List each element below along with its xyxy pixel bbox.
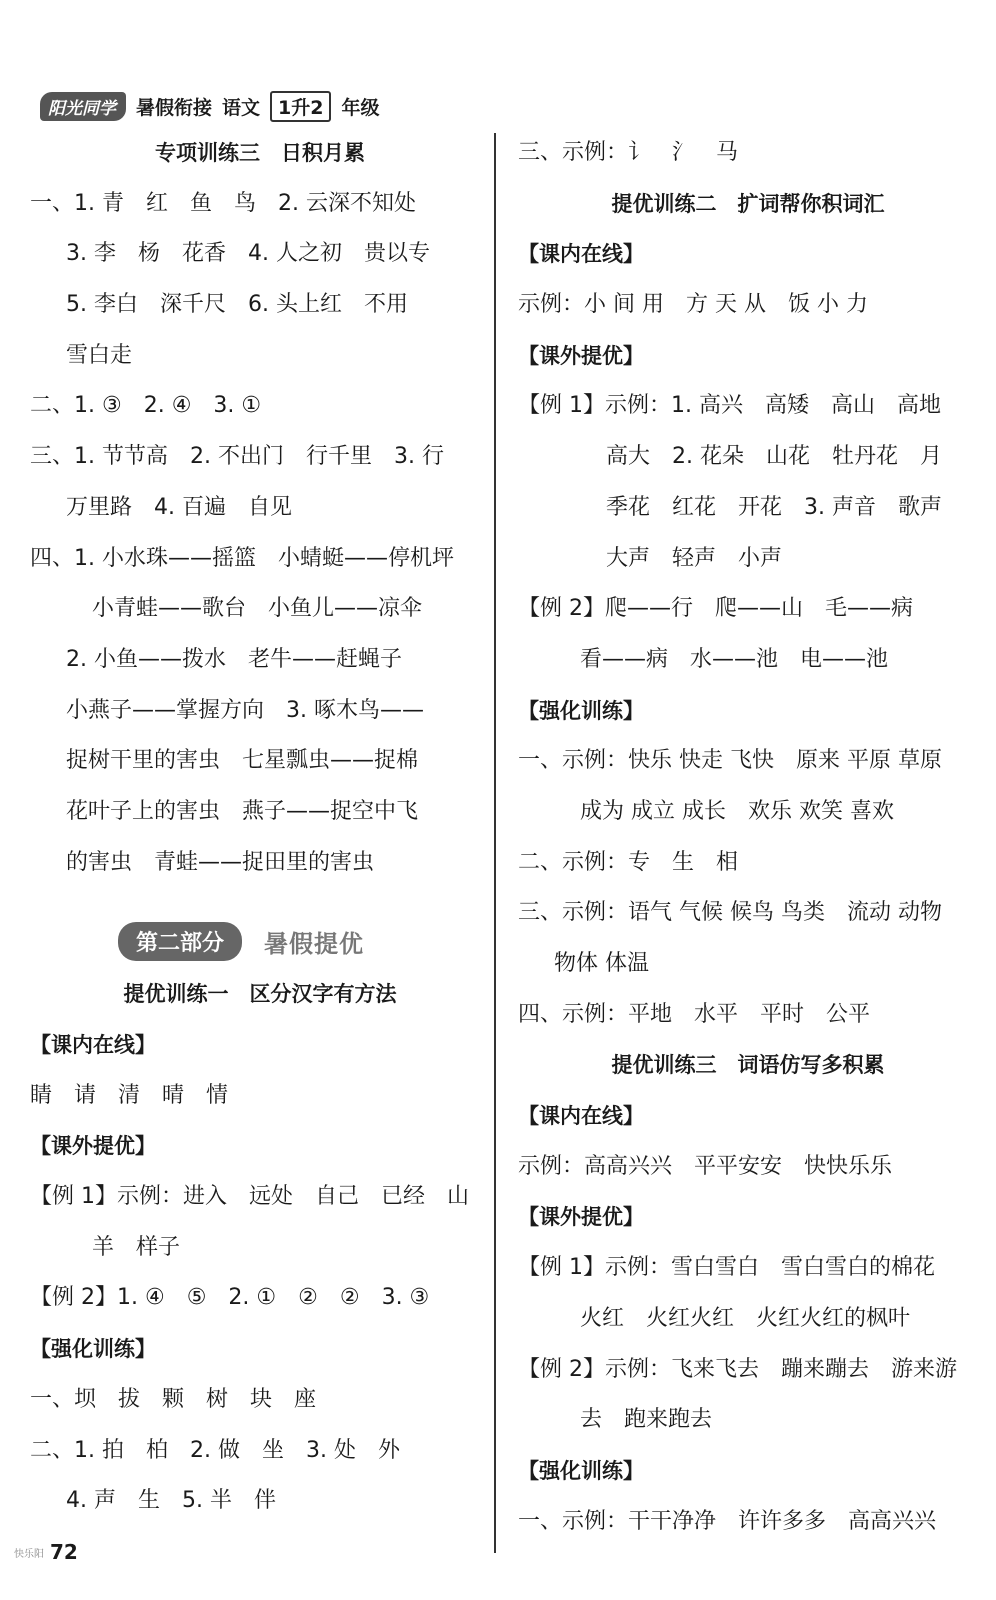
answer-line: 物体 体温 bbox=[554, 951, 649, 976]
answer-line: 一、示例：快乐 快走 飞快 原来 平原 草原 bbox=[518, 748, 942, 774]
subsection-heading: 【强化训练】 bbox=[518, 698, 644, 723]
answer-line: 5. 李白 深千尺 6. 头上红 不用 bbox=[66, 292, 408, 318]
answer-line: 四、1. 小水珠——摇篮 小蜻蜓——停机坪 bbox=[30, 545, 454, 571]
answer-line: 看——病 水——池 电——池 bbox=[580, 646, 889, 672]
answer-line: 睛 请 清 晴 情 bbox=[30, 1082, 229, 1108]
subsection-heading: 【课外提优】 bbox=[30, 1134, 156, 1159]
answer-line: 的害虫 青蛙——捉田里的害虫 bbox=[66, 849, 375, 875]
section-title: 提优训练一 区分汉字有方法 bbox=[123, 982, 397, 1007]
subsection-heading: 【课内在线】 bbox=[30, 1033, 156, 1057]
answer-line: 【例 1】示例：进入 远处 自己 已经 山 bbox=[30, 1184, 469, 1210]
section-title: 提优训练三 词语仿写多积累 bbox=[611, 1053, 885, 1078]
answer-line: 三、示例：讠 氵 马 bbox=[518, 140, 739, 165]
grade-suffix: 年级 bbox=[341, 96, 380, 119]
answer-line: 四、示例：平地 水平 平时 公平 bbox=[518, 1001, 871, 1027]
answer-line: 花叶子上的害虫 燕子——捉空中飞 bbox=[66, 798, 419, 824]
answer-line: 羊 样子 bbox=[92, 1234, 181, 1260]
section-title: 提优训练二 扩词帮你积词汇 bbox=[611, 191, 885, 216]
subject-label: 语文 bbox=[222, 96, 261, 119]
answer-line: 一、示例：干干净净 许许多多 高高兴兴 bbox=[518, 1508, 937, 1534]
grade-badge: 1升2 bbox=[270, 91, 331, 122]
answer-line: 示例：小 间 用 方 天 从 饭 小 力 bbox=[518, 292, 868, 318]
answer-line: 二、1. 拍 柏 2. 做 坐 3. 处 外 bbox=[30, 1437, 400, 1463]
answer-line: 火红 火红火红 火红火红的枫叶 bbox=[580, 1305, 911, 1331]
subsection-heading: 【课外提优】 bbox=[518, 1205, 644, 1230]
answer-line: 【例 1】示例：1. 高兴 高矮 高山 高地 bbox=[518, 393, 941, 419]
answer-line: 雪白走 bbox=[66, 342, 133, 368]
part-subtitle: 暑假提优 bbox=[264, 929, 365, 958]
series-title: 暑假衔接 bbox=[136, 96, 213, 119]
subsection-heading: 【课外提优】 bbox=[518, 343, 644, 368]
section-title: 专项训练三 日积月累 bbox=[155, 141, 365, 165]
answer-line: 三、示例：语气 气候 候鸟 鸟类 流动 动物 bbox=[518, 900, 942, 926]
answer-line: 二、1. ③ 2. ④ 3. ① bbox=[30, 393, 262, 419]
subsection-heading: 【课内在线】 bbox=[518, 242, 644, 267]
answer-line: 一、1. 青 红 鱼 鸟 2. 云深不知处 bbox=[30, 190, 416, 216]
answer-line: 2. 小鱼——拨水 老牛——赶蝇子 bbox=[66, 646, 402, 672]
page-header bbox=[40, 86, 380, 126]
answer-line: 3. 李 杨 花香 4. 人之初 贵以专 bbox=[66, 241, 430, 267]
left-column bbox=[30, 128, 490, 1527]
part-banner bbox=[30, 913, 490, 969]
answer-line: 三、1. 节节高 2. 不出门 行千里 3. 行 bbox=[30, 444, 444, 470]
answer-line: 一、坝 拔 颗 树 块 座 bbox=[30, 1386, 317, 1412]
answer-line: 高大 2. 花朵 山花 牡丹花 月 bbox=[606, 444, 942, 470]
answer-line: 【例 1】示例：雪白雪白 雪白雪白的棉花 bbox=[518, 1255, 935, 1281]
answer-line: 小燕子——掌握方向 3. 啄木鸟—— bbox=[66, 697, 424, 723]
answer-line: 示例：高高兴兴 平平安安 快快乐乐 bbox=[518, 1153, 893, 1179]
answer-line: 捉树干里的害虫 七星瓢虫——捉棉 bbox=[66, 748, 419, 774]
answer-line: 大声 轻声 小声 bbox=[606, 545, 783, 571]
subsection-heading: 【课内在线】 bbox=[518, 1104, 644, 1129]
part-label: 第二部分 bbox=[118, 922, 242, 961]
brand-logo: 阳光同学 bbox=[40, 92, 126, 121]
spacer bbox=[30, 888, 490, 913]
answer-line: 【例 2】1. ④ ⑤ 2. ① ② ② 3. ③ bbox=[30, 1285, 430, 1311]
page-number: 72 bbox=[50, 1540, 78, 1564]
answer-line: 【例 2】示例：飞来飞去 蹦来蹦去 游来游 bbox=[518, 1356, 957, 1382]
footer-label: 快乐阳 bbox=[14, 1548, 44, 1560]
subsection-heading: 【强化训练】 bbox=[30, 1337, 156, 1362]
answer-line: 季花 红花 开花 3. 声音 歌声 bbox=[606, 494, 942, 520]
answer-line: 【例 2】爬——行 爬——山 毛——病 bbox=[518, 596, 913, 622]
column-divider bbox=[494, 133, 496, 1553]
subsection-heading: 【强化训练】 bbox=[518, 1458, 644, 1483]
answer-line: 成为 成立 成长 欢乐 欢笑 喜欢 bbox=[580, 798, 894, 824]
answer-line: 小青蛙——歌台 小鱼儿——凉伞 bbox=[92, 596, 423, 622]
answer-line: 4. 声 生 5. 半 伴 bbox=[66, 1488, 276, 1514]
answer-line: 二、示例：专 生 相 bbox=[518, 849, 739, 875]
right-column bbox=[518, 128, 978, 1547]
answer-line: 万里路 4. 百遍 自见 bbox=[66, 494, 292, 520]
page-footer bbox=[14, 1535, 78, 1569]
answer-line: 去 跑来跑去 bbox=[580, 1407, 713, 1433]
